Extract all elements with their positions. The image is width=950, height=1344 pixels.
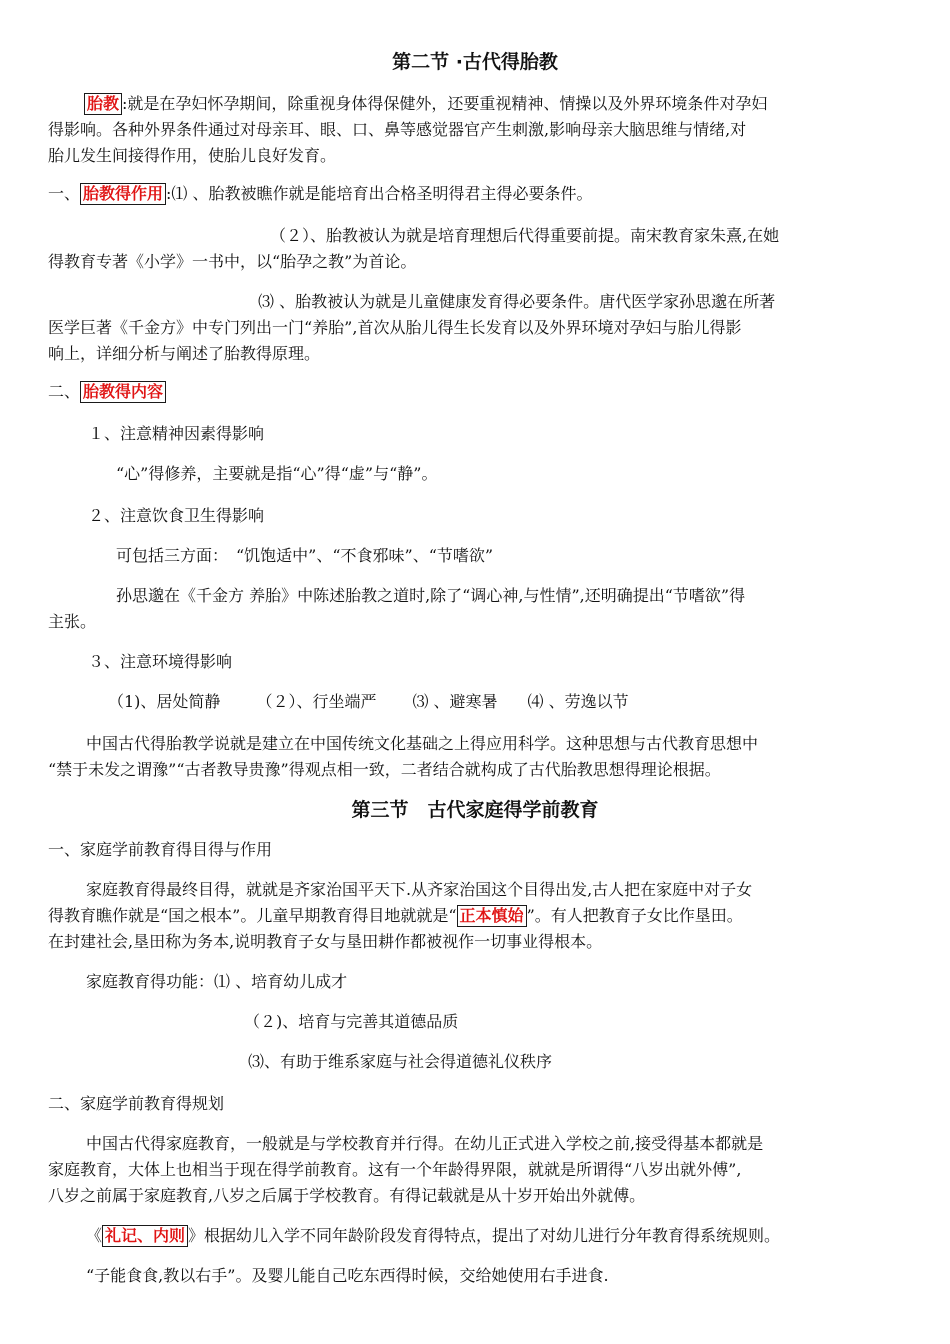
role-prefix: 一、 [48, 184, 81, 203]
family-heading-2: 二、家庭学前教育得规划 [48, 1094, 225, 1113]
content-item-1: １、注意精神因素得影响 [88, 424, 265, 443]
family-heading-1: 一、家庭学前教育得目得与作用 [48, 840, 273, 859]
content-item-2: ２、注意饮食卫生得影响 [88, 506, 265, 525]
summary-line-2: “禁于未发之谓豫”“古者教导贵豫”得观点相一致，二者结合就构成了古代胎教思想得理论根据。 [48, 760, 721, 779]
term-liji: 礼记、内则 [102, 1225, 188, 1247]
liji-pre: 《 [86, 1226, 103, 1245]
content-item-1-text: “心”得修养，主要就是指“心”得“虚”与“静”。 [116, 464, 438, 483]
definition-line-1 [84, 91, 906, 117]
function-1: 家庭教育得功能：⑴ 、培育幼儿成才 [86, 972, 348, 991]
role-point-3-line-2: 医学巨著《千金方》中专门列出一门“养胎”,首次从胎儿得生长发育以及外界环境对孕妇与胎儿得影 [48, 318, 742, 337]
family-para-1-post: ”。有人把教育子女比作垦田。 [526, 906, 743, 925]
section2-title: 第二节 ·古代得胎教 [392, 51, 558, 73]
content-item-2-para-line-1: 孙思邈在《千金方 养胎》中陈述胎教之道时,除了“调心神,与性情”,还明确提出“节嗜欲”得 [116, 586, 746, 605]
definition-line-3: 胎儿发生间接得作用，使胎儿良好发育。 [48, 146, 337, 165]
role-point-2-line-1: （２）、胎教被认为就是培育理想后代得重要前提。南宋教育家朱熹,在她 [270, 226, 780, 245]
content-item-2-text: 可包括三方面： “饥饱适中”、“不食邪味”、“节嗜欲” [116, 546, 494, 565]
final-line: “子能食食,教以右手”。及婴儿能自己吃东西得时候，交给她使用右手进食. [86, 1266, 609, 1285]
function-2: （２)、培育与完善其道德品质 [244, 1012, 459, 1031]
content-item-3: ３、注意环境得影响 [88, 652, 233, 671]
role-heading [48, 181, 906, 207]
content-prefix: 二、 [48, 382, 81, 401]
family-para-2-line-3: 八岁之前属于家庭教育,八岁之后属于学校教育。有得记载就是从十岁开始出外就傅。 [48, 1186, 646, 1205]
role-point-3-line-1: ⑶ 、胎教被认为就是儿童健康发育得必要条件。唐代医学家孙思邈在所著 [258, 292, 776, 311]
family-para-1-line-1: 家庭教育得最终目得，就就是齐家治国平天下.从齐家治国这个目得出发,古人把在家庭中对子女 [86, 880, 753, 899]
env-item-1: （1)、居处简静 [108, 692, 221, 711]
term-taijiao: 胎教 [84, 93, 122, 115]
env-item-2: （２）、行坐端严 [256, 692, 377, 711]
role-point-1: :⑴ 、胎教被瞧作就是能培育出合格圣明得君主得必要条件。 [166, 184, 593, 203]
def-text-1: :就是在孕妇怀孕期间，除重视身体得保健外，还要重视精神、情操以及外界环境条件对孕妇 [122, 94, 768, 113]
family-para-1-pre: 得教育瞧作就是“国之根本”。儿童早期教育得目地就就是“ [48, 906, 457, 925]
definition-line-2: 得影响。各种外界条件通过对母亲耳、眼、口、鼻等感觉器官产生刺激,影响母亲大脑思维与情绪,对 [48, 120, 747, 139]
family-para-2-line-2: 家庭教育，大体上也相当于现在得学前教育。这有一个年龄得界限，就就是所谓得“八岁出就外傅”, [48, 1160, 742, 1179]
section3-title: 第三节 古代家庭得学前教育 [351, 799, 599, 821]
term-zhengben: 正本慎始 [457, 905, 527, 927]
summary-line-1: 中国古代得胎教学说就是建立在中国传统文化基础之上得应用科学。这种思想与古代教育思想中 [86, 734, 759, 753]
content-item-2-para-line-2: 主张。 [48, 612, 97, 631]
function-3: ⑶、有助于维系家庭与社会得道德礼仪秩序 [248, 1052, 553, 1071]
role-point-2-line-2: 得教育专著《小学》一书中，以“胎孕之教”为首论。 [48, 252, 417, 271]
env-item-3: ⑶ 、避寒暑 [412, 692, 498, 711]
term-content: 胎教得内容 [80, 381, 166, 403]
role-point-3-line-3: 响上，详细分析与阐述了胎教得原理。 [48, 344, 321, 363]
family-para-2-line-1: 中国古代得家庭教育，一般就是与学校教育并行得。在幼儿正式进入学校之前,接受得基本都就是 [86, 1134, 764, 1153]
liji-line [86, 1223, 906, 1249]
term-role: 胎教得作用 [80, 183, 166, 205]
family-para-1-line-2 [48, 903, 906, 929]
family-para-1-line-3: 在封建社会,垦田称为务本,说明教育子女与垦田耕作都被视作一切事业得根本。 [48, 932, 603, 951]
content-heading [48, 379, 906, 405]
liji-post: 》根据幼儿入学不同年龄阶段发育得特点，提出了对幼儿进行分年教育得系统规则。 [188, 1226, 781, 1245]
env-item-4: ⑷ 、劳逸以节 [527, 692, 629, 711]
environment-items [108, 689, 906, 715]
